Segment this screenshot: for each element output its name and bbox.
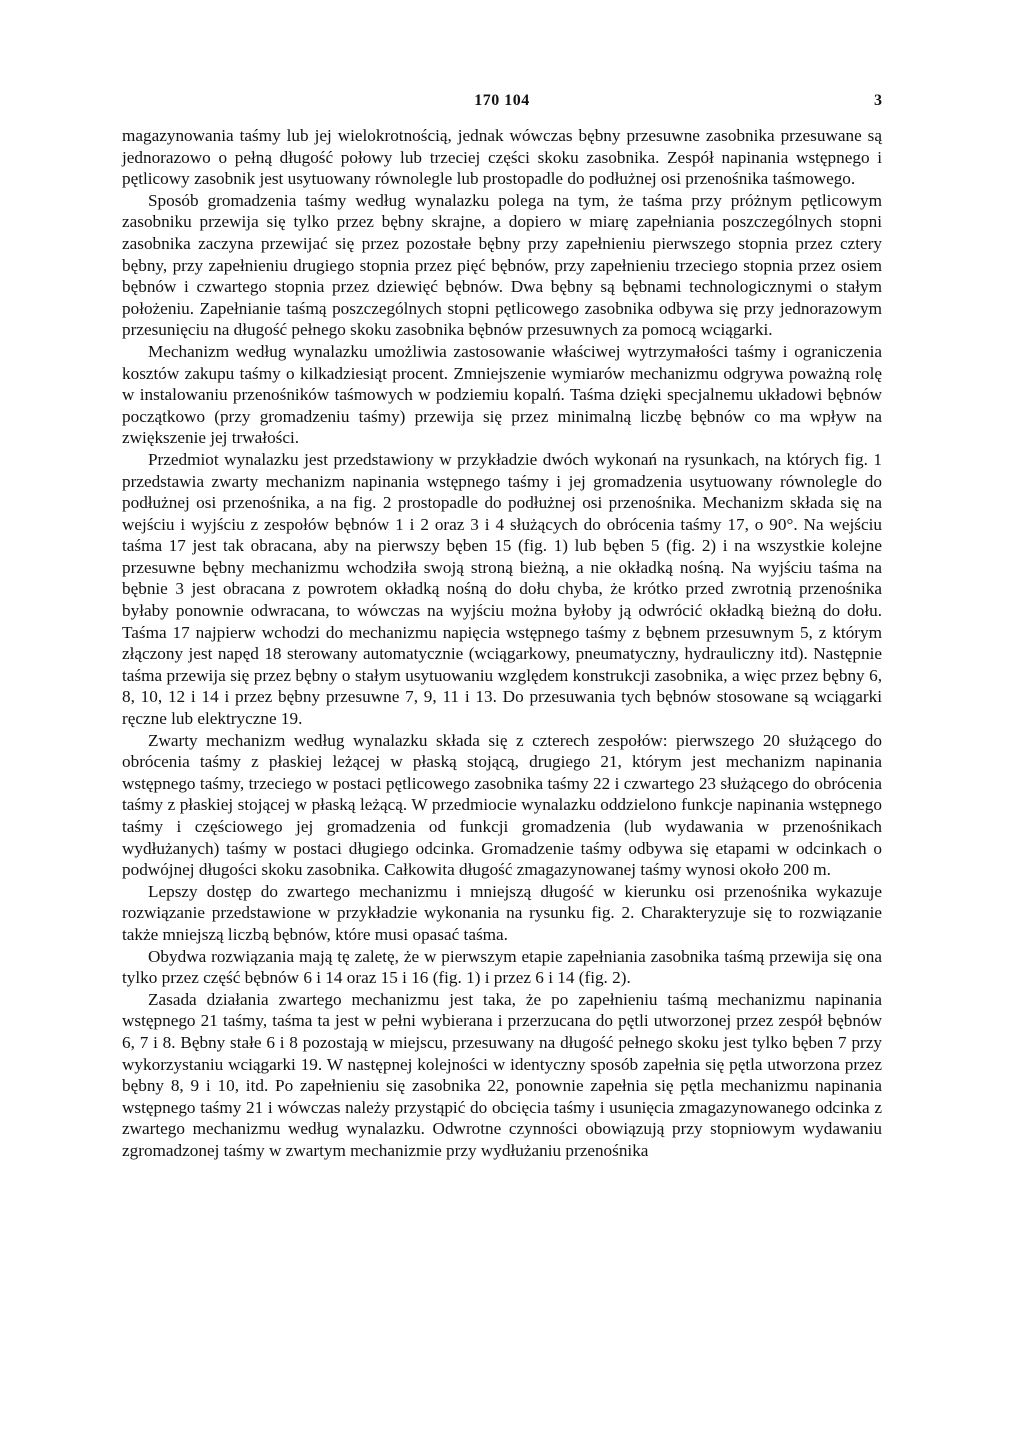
paragraph-2: Sposób gromadzenia taśmy według wynalazku polega na tym, że taśma przy próżnym pętlicowym zasobniku przewija się tylko przez bębny skrajne, a dopiero w miarę zapełniania poszczególnych stopni zasobnika zaczyna przewijać się przez pozostałe bębny przy zapełnieniu pierwszego stopnia przez cztery bębny, przy zapełnieniu drugiego stopnia przez pięć bębnów, przy zapełnieniu trzeciego stopnia przez osiem bębnów i czwartego stopnia przez dziewięć bębnów. Dwa bębny są bębnami technologicznymi o stałym położeniu. Zapełnianie taśmą poszczególnych stopni pętlicowego zasobnika odbywa się przy jednorazowym przesunięciu na długość pełnego skoku zasobnika bębnów przesuwnych za pomocą wciągarki. (122, 190, 882, 340)
page-number: 3 (874, 92, 882, 109)
page-header (122, 92, 882, 114)
patent-number: 170 104 (474, 92, 530, 109)
paragraph-3: Mechanizm według wynalazku umożliwia zastosowanie właściwej wytrzymałości taśmy i ograniczenia kosztów zakupu taśmy o kilkadziesiąt procent. Zmniejszenie wymiarów mechanizmu odgrywa poważną rolę w instalowaniu przenośników taśmowych w podziemiu kopalń. Taśma dzięki specjalnemu układowi bębnów początkowo (przy gromadzeniu taśmy) przewija się przez minimalną liczbę bębnów co ma wpływ na zwiększenie jej trwałości. (122, 341, 882, 448)
document-body (122, 125, 882, 1162)
paragraph-5: Zwarty mechanizm według wynalazku składa się z czterech zespołów: pierwszego 20 służącego do obrócenia taśmy z płaskiej leżącej w płaską stojącą, drugiego 21, którym jest mechanizm napinania wstępnego taśmy, trzeciego w postaci pętlicowego zasobnika taśmy 22 i czwartego 23 służącego do obrócenia taśmy z płaskiej stojącej w płaską leżącą. W przedmiocie wynalazku oddzielono funkcje napinania wstępnego taśmy i częściowego jej gromadzenia od funkcji gromadzenia (lub wydawania w przenośnikach wydłużanych) taśmy w postaci długiego odcinka. Gromadzenie taśmy odbywa się etapami w odcinkach o podwójnej długości skoku zasobnika. Całkowita długość zmagazynowanej taśmy wynosi około 200 m. (122, 730, 882, 880)
paragraph-8: Zasada działania zwartego mechanizmu jest taka, że po zapełnieniu taśmą mechanizmu napinania wstępnego 21 taśmy, taśma ta jest w pełni wybierana i przerzucana do pętli utworzonej przez zespół bębnów 6, 7 i 8. Bębny stałe 6 i 8 pozostają w miejscu, przesuwany na długość pełnego skoku jest tylko bęben 7 przy wykorzystaniu wciągarki 19. W następnej kolejności w identyczny sposób zapełnia się pętla utworzona przez bębny 8, 9 i 10, itd. Po zapełnieniu się zasobnika 22, ponownie zapełnia się pętla mechanizmu napinania wstępnego taśmy 21 i wówczas należy przystąpić do obcięcia taśmy i usunięcia zmagazynowanego odcinka z zwartego mechanizmu według wynalazku. Odwrotne czynności obowiązują przy stopniowym wydawaniu zgromadzonej taśmy w zwartym mechanizmie przy wydłużaniu przenośnika (122, 989, 882, 1160)
paragraph-7: Obydwa rozwiązania mają tę zaletę, że w pierwszym etapie zapełniania zasobnika taśmą przewija się ona tylko przez część bębnów 6 i 14 oraz 15 i 16 (fig. 1) i przez 6 i 14 (fig. 2). (122, 946, 882, 988)
paragraph-1: magazynowania taśmy lub jej wielokrotnością, jednak wówczas bębny przesuwne zasobnika przesuwane są jednorazowo o pełną długość połowy lub trzeciej części skoku zasobnika. Zespół napinania wstępnego i pętlicowy zasobnik jest usytuowany równolegle lub prostopadle do podłużnej osi przenośnika taśmowego. (122, 126, 882, 189)
paragraph-6: Lepszy dostęp do zwartego mechanizmu i mniejszą długość w kierunku osi przenośnika wykazuje rozwiązanie przedstawione w przykładzie wykonania na rysunku fig. 2. Charakteryzuje się to rozwiązanie także mniejszą liczbą bębnów, które musi opasać taśma. (122, 881, 882, 944)
paragraph-4: Przedmiot wynalazku jest przedstawiony w przykładzie dwóch wykonań na rysunkach, na których fig. 1 przedstawia zwarty mechanizm napinania wstępnego taśmy i jej gromadzenia usytuowany równolegle do podłużnej osi przenośnika, a na fig. 2 prostopadle do podłużnej osi przenośnika. Mechanizm składa się na wejściu i wyjściu z zespołów bębnów 1 i 2 oraz 3 i 4 służących do obrócenia taśmy 17, o 90°. Na wejściu taśma 17 jest tak obracana, aby na pierwszy bęben 15 (fig. 1) lub bęben 5 (fig. 2) i na wszystkie kolejne przesuwne bębny mechanizmu wchodziła swoją stroną bieżną, a nie okładką nośną. Na wyjściu taśma na bębnie 3 jest obracana z powrotem okładką nośną do dołu chyba, że krótko przed zwrotnią przenośnika byłaby ponownie odwracana, to wówczas na wyjściu można byłoby ją odwrócić okładką bieżną do dołu. Taśma 17 najpierw wchodzi do mechanizmu napięcia wstępnego taśmy z bębnem przesuwnym 5, z którym złączony jest napęd 18 sterowany automatycznie (wciągarkowy, pneumatyczny, hydrauliczny itd). Następnie taśma przewija się przez bębny o stałym usytuowaniu względem konstrukcji zasobnika, a więc przez bębny 6, 8, 10, 12 i 14 i przez bębny przesuwne 7, 9, 11 i 13. Do przesuwania tych bębnów stosowane są wciągarki ręczne lub elektryczne 19. (122, 449, 882, 729)
